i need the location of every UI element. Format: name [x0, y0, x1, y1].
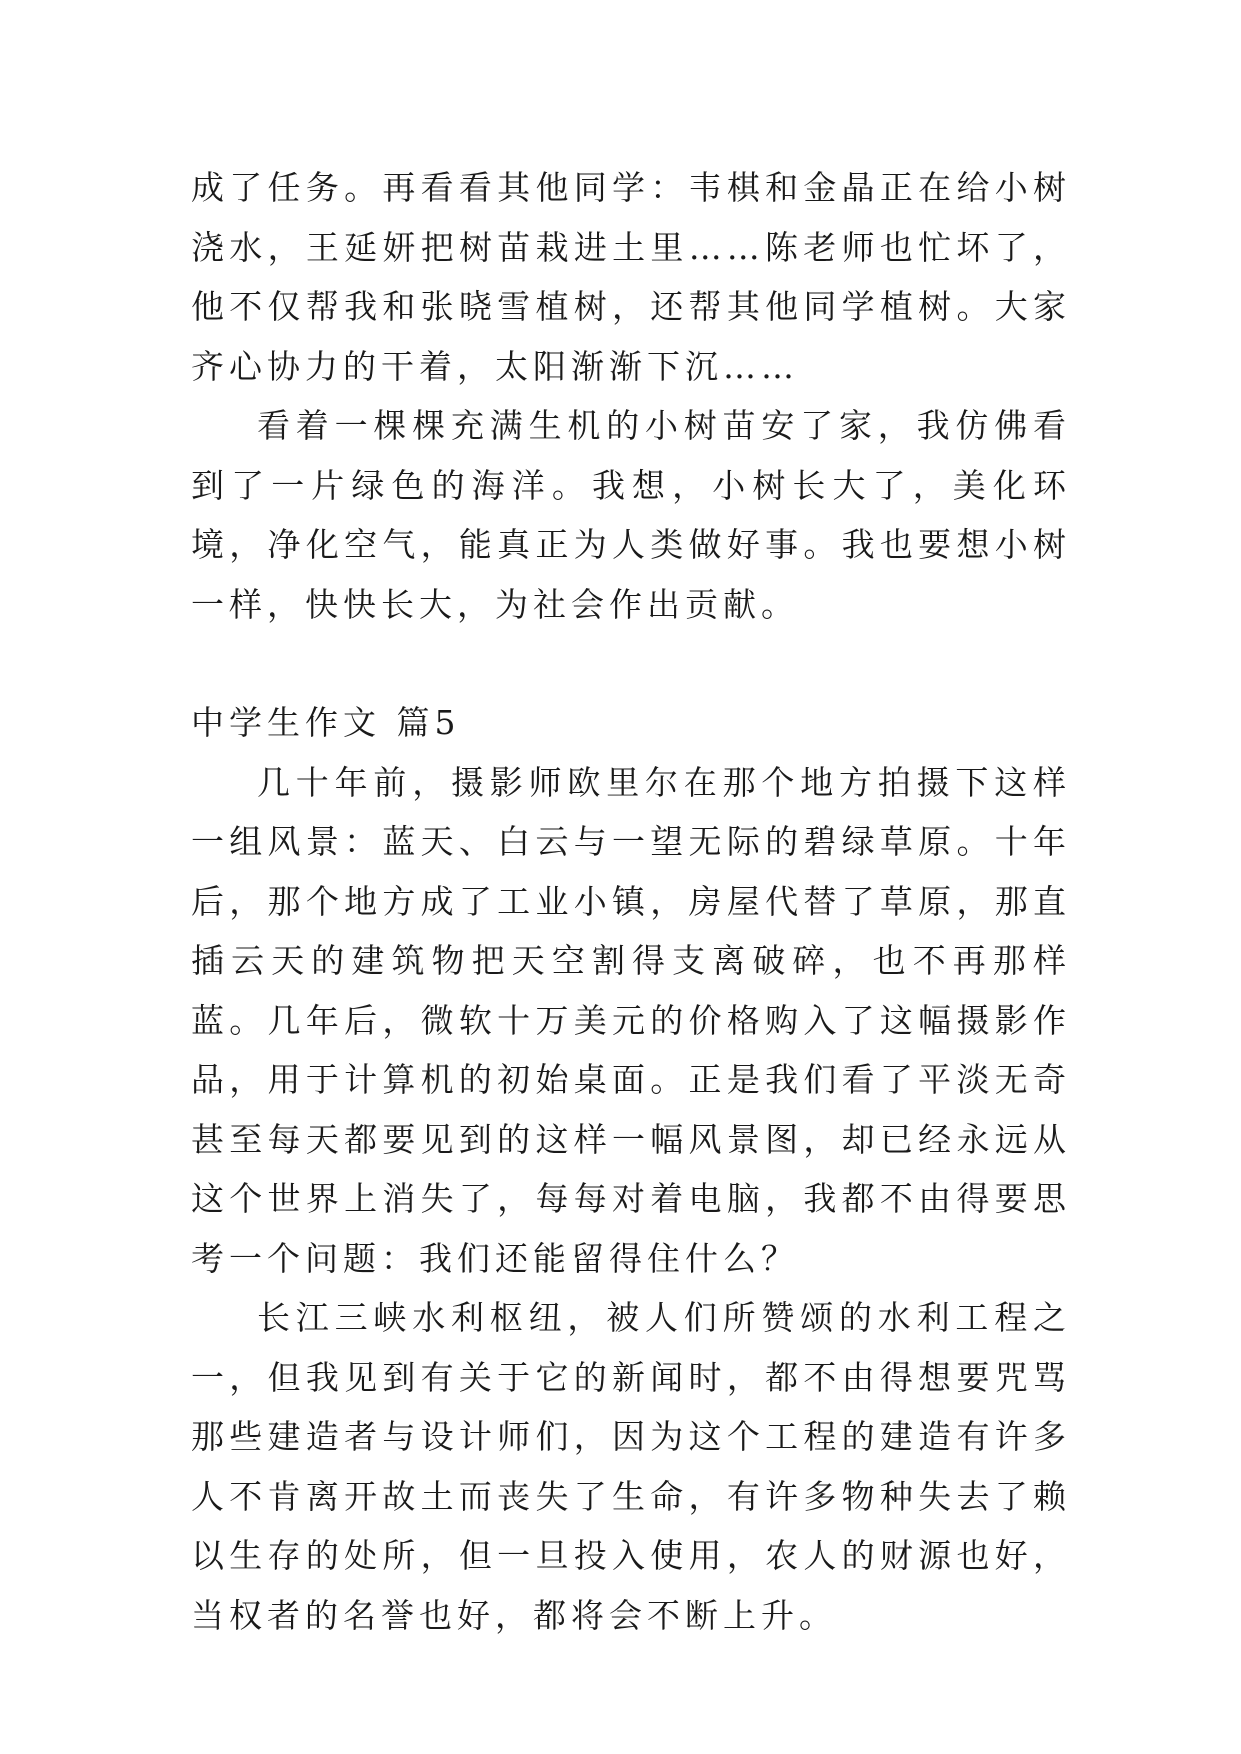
paragraph-photo: 几十年前，摄影师欧里尔在那个地方拍摄下这样一组风景：蓝天、白云与一望无际的碧绿草原。十年后，那个地方成了工业小镇，房屋代替了草原，那直插云天的建筑物把天空割得支离破碎，也不再那样蓝。几年后，微软十万美元的价格购入了这幅摄影作品，用于计算机的初始桌面。正是我们看了平淡无奇甚至每天都要见到的这样一幅风景图，却已经永远从这个世界上消失了，每每对着电脑，我都不由得要思考一个问题：我们还能留得住什么？ [191, 762, 1071, 1278]
section-title: 中学生作文 篇5 [191, 703, 461, 742]
document-body [191, 158, 1071, 1645]
paragraph-trees: 看着一棵棵充满生机的小树苗安了家，我仿佛看到了一片绿色的海洋。我想，小树长大了，美化环境，净化空气，能真正为人类做好事。我也要想小树一样，快快长大，为社会作出贡献。 [191, 406, 1071, 624]
paragraph-continuation: 成了任务。再看看其他同学：韦棋和金晶正在给小树浇水，王延妍把树苗栽进土里……陈老师也忙坏了，他不仅帮我和张晓雪植树，还帮其他同学植树。大家齐心协力的干着，太阳渐渐下沉…… [191, 168, 1071, 386]
paragraph-dam: 长江三峡水利枢纽，被人们所赞颂的水利工程之一，但我见到有关于它的新闻时，都不由得想要咒骂那些建造者与设计师们，因为这个工程的建造有许多人不肯离开故土而丧失了生命，有许多物种失去了赖以生存的处所，但一旦投入使用，农人的财源也好，当权者的名誉也好，都将会不断上升。 [191, 1298, 1071, 1635]
section-gap [191, 634, 1071, 693]
